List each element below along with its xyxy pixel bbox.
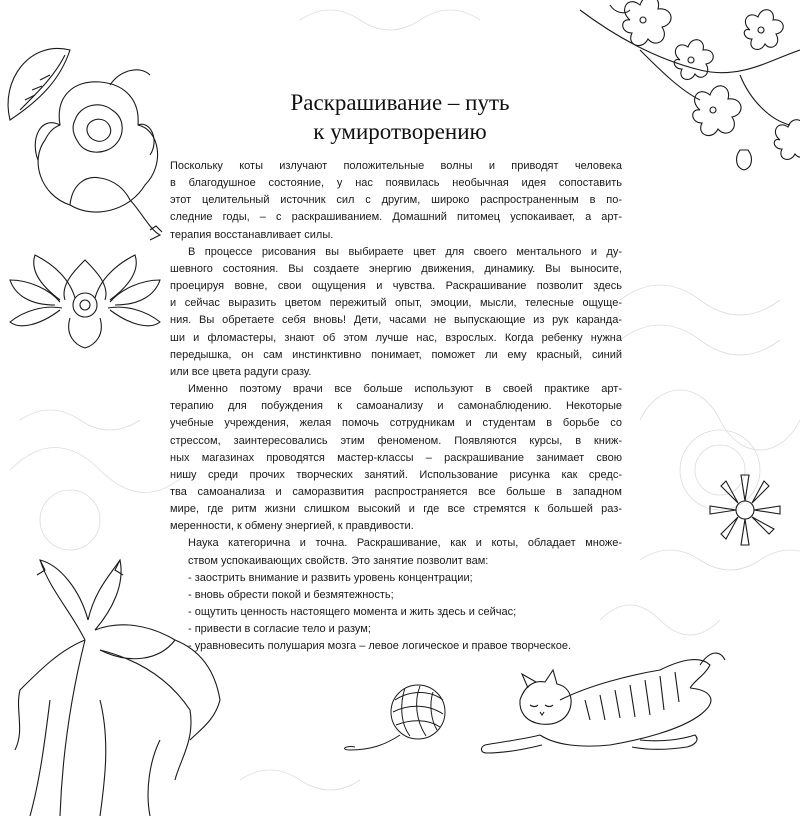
article-body — [170, 158, 622, 656]
text-line: передышка, он сам инстинктивно понимает, поможет ли ему красный, синий — [170, 348, 622, 361]
paragraph-4 — [170, 535, 622, 569]
text-line: В процессе рисования вы выбираете цвет для своего ментального и ду- — [188, 245, 622, 258]
list-item: - уравновесить полушария мозга – левое логическое и правое творческое. — [188, 640, 572, 653]
list-item: - заострить внимание и развить уровень концентрации; — [188, 571, 473, 584]
paragraph-1 — [170, 158, 622, 244]
title-line-1: Раскрашивание – путь — [290, 90, 510, 115]
text-line: или все цвета радуги сразу. — [170, 365, 312, 378]
text-line: и сейчас выразить цветом пережитый опыт, эмоции, мысли, телесные ощуще- — [170, 297, 622, 310]
cherry-blossom-branch-illustration — [580, 0, 800, 170]
text-line: шевного состояния. Вы создаете энергию движения, динамику. Вы выносите, — [170, 262, 622, 275]
text-line: нишу среди прочих творческих занятий. Использование рисунка как средс- — [170, 468, 622, 481]
benefits-list — [170, 570, 622, 656]
text-line: в благодушное состояние, у нас появилась необычная идея сопоставить — [170, 177, 622, 190]
title-line-2: к умиротворению — [313, 119, 487, 144]
text-line: терапию для побуждения к самоанализу и самонаблюдению. Некоторые — [170, 400, 622, 413]
text-line: ных магазинах проводятся мастер-классы – раскрашивание занимает свою — [170, 451, 622, 464]
text-line: ши и фломастеры, знают об этом лучше нас, взрослых. Когда ребенку нужна — [170, 331, 622, 344]
paragraph-2 — [170, 244, 622, 381]
text-line: следние годы, – с раскрашиванием. Домашний питомец успокаивает, а арт- — [170, 211, 622, 224]
peony-flower-illustration — [8, 48, 162, 240]
lotus-flower-illustration — [10, 255, 160, 348]
text-line: тва самоанализа и саморазвития распространяется все больше в западном — [170, 485, 622, 498]
text-line: стрессом, заинтересовались этим феноменом. Появляются курсы, в книж- — [170, 434, 622, 447]
text-line: учебные учреждения, желая помочь сотрудникам и студентам в борьбе со — [170, 417, 622, 430]
text-line: проецируя вовне, свои ощущения и чувства. Раскрашивание позволит здесь — [170, 280, 622, 293]
yarn-ball-illustration — [345, 685, 445, 750]
list-item: - ощутить ценность настоящего момента и жить здесь и сейчас; — [188, 606, 517, 619]
text-line: Именно поэтому врачи все больше используют в своей практике арт- — [188, 383, 622, 396]
text-line: ния. Вы обретаете себя вновь! Дети, часами не выпускающие из рук каранда- — [170, 314, 622, 327]
text-line: Наука категорична и точна. Раскрашивание, как и коты, обладает множе- — [188, 537, 622, 550]
list-item: - вновь обрести покой и безмятежность; — [188, 588, 394, 601]
text-line: Поскольку коты излучают положительные волны и приводят человека — [170, 160, 622, 172]
text-line: этот целительный источник сил с другим, широко распространенным в по- — [170, 194, 622, 207]
list-item: - привести в согласие тело и разум; — [188, 623, 371, 636]
page-title — [200, 88, 600, 146]
text-line: ством успокаивающих свойств. Это занятие позволит вам: — [188, 554, 489, 567]
paragraph-3 — [170, 381, 622, 535]
text-line: мире, где ритм жизни слишком высокий и где все стремятся к большей раз- — [170, 503, 622, 516]
text-line: терапия восстанавливает силы. — [170, 228, 334, 241]
sleeping-cat-illustration — [481, 653, 725, 753]
text-line: меренности, к обмену энергией, к правдивости. — [170, 520, 414, 533]
